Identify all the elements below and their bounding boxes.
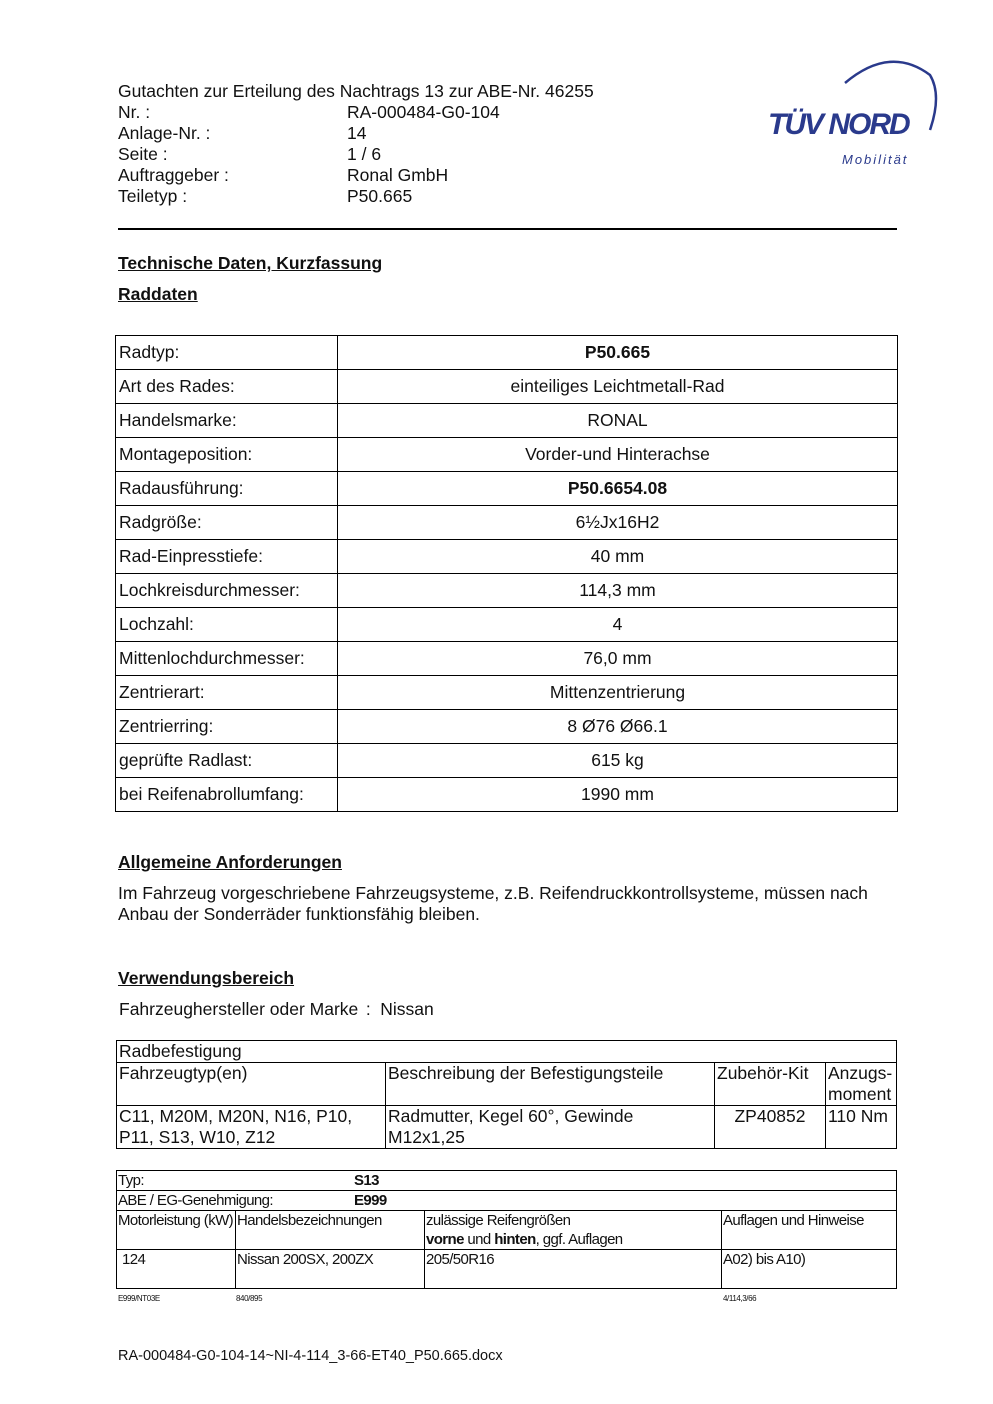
raddaten-table bbox=[115, 335, 898, 812]
table-row: geprüfte Radlast: 615 kg bbox=[116, 744, 898, 778]
hersteller-line: Fahrzeughersteller oder Marke : Nissan bbox=[119, 999, 434, 1019]
table-row: Lochzahl: 4 bbox=[116, 608, 898, 642]
table-row: Radgröße: 6½Jx16H2 bbox=[116, 506, 898, 540]
header-divider bbox=[118, 228, 897, 230]
small-code-b: 840/895 bbox=[236, 1294, 263, 1303]
table-row: Art des Rades: einteiliges Leichtmetall-Rad bbox=[116, 370, 898, 404]
table-row: Rad-Einpresstiefe: 40 mm bbox=[116, 540, 898, 574]
table-row: Radbefestigung bbox=[117, 1041, 897, 1063]
header-row-teiletyp: Teiletyp : P50.665 bbox=[118, 186, 413, 206]
table-row: Radausführung: P50.6654.08 bbox=[116, 472, 898, 506]
table-row: ABE / EG-Genehmigung: E999 bbox=[117, 1191, 897, 1211]
small-code-a: E999/NT03E bbox=[118, 1294, 160, 1303]
section-raddaten: Raddaten bbox=[118, 284, 198, 304]
table-row: Radtyp: P50.665 bbox=[116, 336, 898, 370]
header-row-seite: Seite : 1 / 6 bbox=[118, 144, 382, 164]
table-row: C11, M20M, M20N, N16, P10, P11, S13, W10, Z12 Radmutter, Kegel 60°, Gewinde M12x1,25 ZP40852 110 Nm bbox=[117, 1106, 897, 1149]
table-row: Zentrierart: Mittenzentrierung bbox=[116, 676, 898, 710]
section-verwendungsbereich: Verwendungsbereich bbox=[118, 968, 295, 988]
table-row: 124 Nissan 200SX, 200ZX 205/50R16 A02) bis A10) bbox=[117, 1250, 897, 1289]
logo-subtitle: Mobilität bbox=[842, 152, 909, 167]
table-row: Zentrierring: 8 Ø76 Ø66.1 bbox=[116, 710, 898, 744]
section-technische-daten: Technische Daten, Kurzfassung bbox=[118, 253, 383, 273]
table-row: Montageposition: Vorder-und Hinterachse bbox=[116, 438, 898, 472]
table-row: Mittenlochdurchmesser: 76,0 mm bbox=[116, 642, 898, 676]
radbefestigung-table bbox=[116, 1040, 897, 1149]
table-header-row: Fahrzeugtyp(en) Beschreibung der Befestigungsteile Zubehör-Kit Anzugs-moment bbox=[117, 1063, 897, 1106]
table-row: bei Reifenabrollumfang: 1990 mm bbox=[116, 778, 898, 812]
table-row: Typ: S13 bbox=[117, 1171, 897, 1191]
table-row: Lochkreisdurchmesser: 114,3 mm bbox=[116, 574, 898, 608]
footer-filename: RA-000484-G0-104-14~NI-4-114_3-66-ET40_P50.665.docx bbox=[118, 1348, 503, 1364]
tuev-nord-logo: TÜV NORD bbox=[768, 108, 909, 141]
table-row: Handelsmarke: RONAL bbox=[116, 404, 898, 438]
typ-table bbox=[116, 1170, 897, 1289]
small-code-c: 4/114,3/66 bbox=[723, 1294, 757, 1303]
allgemein-paragraph: Im Fahrzeug vorgeschriebene Fahrzeugsysteme, z.B. Reifendruckkontrollsysteme, müssen nach Anbau der Sonderräder funktionsfähig bleiben. bbox=[118, 883, 868, 924]
header-row-nr: Nr. : RA-000484-G0-104 bbox=[118, 102, 500, 122]
header-row-auftraggeber: Auftraggeber : Ronal GmbH bbox=[118, 165, 449, 185]
table-header-row: Motorleistung (kW) Handelsbezeichnungen zulässige Reifengrößen vorne und hinten, ggf. Auflagen Auflagen und Hinweise bbox=[117, 1211, 897, 1250]
header-row-anlage: Anlage-Nr. : 14 bbox=[118, 123, 367, 143]
document-title: Gutachten zur Erteilung des Nachtrags 13 zur ABE-Nr. 46255 bbox=[118, 81, 594, 101]
section-allgemeine-anforderungen: Allgemeine Anforderungen bbox=[118, 852, 342, 872]
